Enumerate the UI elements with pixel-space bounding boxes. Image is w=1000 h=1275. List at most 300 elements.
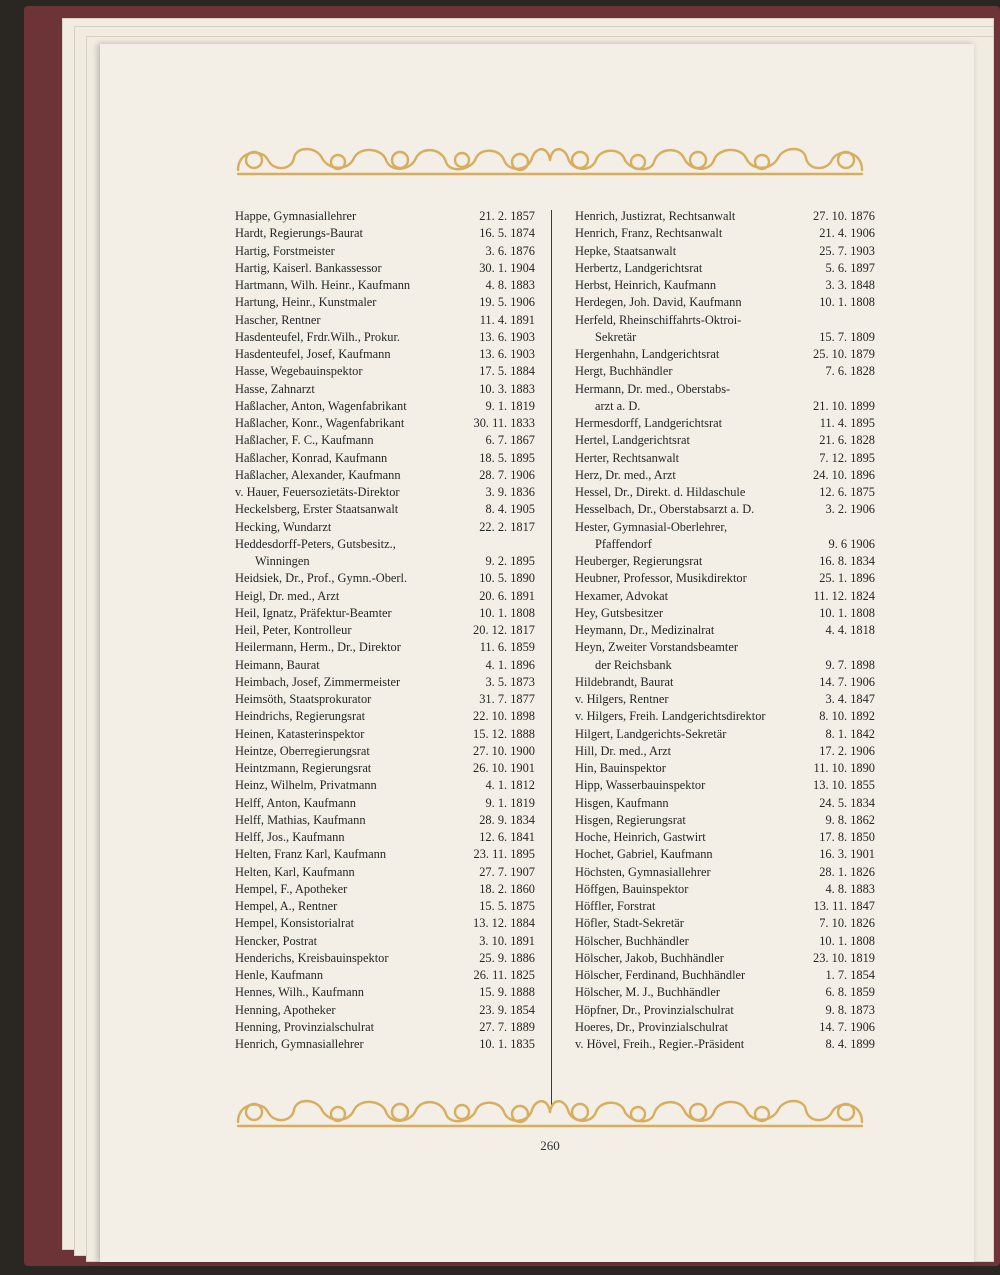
entry-name: Heymann, Dr., Medizinalrat (575, 623, 715, 637)
entry-name: Henrich, Gymnasiallehrer (235, 1037, 364, 1051)
entry-date: 28. 7. 1906 (479, 467, 535, 482)
register-entry (575, 950, 875, 967)
entry-date: 7. 10. 1826 (819, 916, 875, 931)
entry-name: Haßlacher, Anton, Wagenfabrikant (235, 398, 407, 413)
entry-name: Heintze, Oberregierungsrat (235, 743, 370, 758)
register-entry (575, 605, 875, 622)
entry-name: Heil, Peter, Kontrolleur (235, 623, 352, 637)
entry-name: Herbertz, Landgerichtsrat (575, 260, 703, 275)
entry-name: Haßlacher, Konr., Wagenfabrikant (235, 416, 405, 430)
entry-date (797, 312, 875, 329)
entry-name: Hertel, Landgerichtsrat (575, 433, 690, 448)
entry-name: Herter, Rechtsanwalt (575, 450, 680, 465)
entry-date: 28. 9. 1834 (479, 812, 535, 827)
entry-date (797, 639, 875, 656)
entry-date: 11. 6. 1859 (479, 640, 535, 655)
register-entry (235, 864, 535, 881)
entry-date: 18. 5. 1895 (479, 450, 535, 465)
entry-name: Helff, Mathias, Kaufmann (235, 812, 366, 827)
entry-date: 26. 11. 1825 (473, 968, 535, 982)
register-columns (235, 208, 875, 1108)
entry-name: Hartig, Kaiserl. Bankassessor (235, 260, 382, 275)
register-entry (575, 1019, 875, 1036)
entry-date: 6. 7. 1867 (485, 433, 535, 448)
register-entry (575, 657, 875, 674)
entry-date: 21. 10. 1899 (813, 398, 875, 413)
entry-date: 27. 10. 1900 (473, 743, 535, 758)
entry-name: Hasdenteufel, Frdr.Wilh., Prokur. (235, 329, 401, 344)
entry-date: 4. 1. 1896 (485, 657, 535, 672)
register-entry (235, 467, 535, 484)
entry-name: Sekretär (595, 329, 637, 344)
register-entry (575, 329, 875, 346)
entry-date: 13. 12. 1884 (473, 916, 535, 931)
entry-name: Hexamer, Advokat (575, 588, 669, 603)
entry-date: 16. 5. 1874 (479, 226, 535, 241)
left-column (235, 208, 535, 1053)
register-entry (235, 329, 535, 346)
entry-date: 15. 12. 1888 (473, 726, 535, 741)
entry-date: 9. 8. 1862 (825, 812, 875, 827)
register-entry (235, 312, 535, 329)
entry-name: Hepke, Staatsanwalt (575, 243, 677, 258)
register-entry (575, 381, 875, 398)
register-entry (235, 450, 535, 467)
register-entry (235, 950, 535, 967)
register-entry (235, 881, 535, 898)
entry-date: 9. 6 1906 (828, 536, 875, 551)
register-entry (575, 312, 875, 329)
entry-name: Hölscher, Ferdinand, Buchhändler (575, 968, 746, 982)
entry-date: 14. 7. 1906 (819, 1019, 875, 1034)
register-entry (575, 760, 875, 777)
entry-name: Hölscher, M. J., Buchhändler (575, 985, 721, 1000)
entry-date: 26. 10. 1901 (473, 761, 535, 775)
entry-date: 21. 2. 1857 (479, 209, 535, 223)
register-entry (575, 519, 875, 536)
entry-name: Hessel, Dr., Direkt. d. Hildaschule (575, 485, 746, 499)
entry-date: 21. 6. 1828 (819, 433, 875, 448)
entry-name: Heimsöth, Staatsprokurator (235, 692, 372, 706)
register-entry (235, 639, 535, 656)
register-entry (235, 984, 535, 1001)
entry-name: Heilermann, Herm., Dr., Direktor (235, 640, 401, 655)
register-entry (235, 691, 535, 708)
entry-date: 11. 12. 1824 (813, 588, 875, 603)
entry-name: Herfeld, Rheinschiffahrts-Oktroi- (575, 312, 742, 327)
register-entry (235, 208, 535, 225)
entry-date: 3. 10. 1891 (479, 933, 535, 948)
entry-date: 24. 5. 1834 (819, 795, 875, 810)
register-entry (575, 933, 875, 950)
register-entry (575, 570, 875, 587)
entry-name: Henrich, Justizrat, Rechtsanwalt (575, 209, 736, 223)
entry-name: Haßlacher, Konrad, Kaufmann (235, 450, 388, 465)
entry-name: Hey, Gutsbesitzer (575, 605, 663, 620)
entry-name: der Reichsbank (595, 657, 672, 672)
entry-date: 10. 5. 1890 (479, 571, 535, 586)
entry-date: 9. 8. 1873 (825, 1002, 875, 1017)
register-entry (235, 277, 535, 294)
entry-name: v. Hövel, Freih., Regier.-Präsident (575, 1037, 745, 1051)
entry-date: 13. 6. 1903 (479, 347, 535, 361)
entry-name: Hartig, Forstmeister (235, 243, 335, 258)
right-column (575, 208, 875, 1053)
entry-name: Henle, Kaufmann (235, 968, 324, 982)
register-entry (235, 812, 535, 829)
entry-name: Hasse, Zahnarzt (235, 381, 315, 396)
register-entry (235, 1036, 535, 1053)
entry-date: 9. 2. 1895 (485, 554, 535, 568)
register-entry (235, 484, 535, 501)
entry-name: Hempel, A., Rentner (235, 899, 338, 913)
register-entry (235, 415, 535, 432)
entry-name: Heil, Ignatz, Präfektur-Beamter (235, 605, 392, 620)
entry-name: Höfler, Stadt-Sekretär (575, 916, 684, 931)
entry-date: 8. 4. 1899 (825, 1037, 875, 1051)
entry-date: 9. 7. 1898 (825, 657, 875, 672)
entry-name: Hesselbach, Dr., Oberstabsarzt a. D. (575, 502, 755, 517)
entry-name: Heimann, Baurat (235, 657, 320, 672)
register-entry (575, 536, 875, 553)
entry-date: 9. 1. 1819 (485, 795, 535, 810)
register-entry (575, 243, 875, 260)
entry-name: Hasse, Wegebauinspektor (235, 364, 363, 379)
entry-date: 22. 10. 1898 (473, 709, 535, 724)
entry-date: 23. 10. 1819 (813, 950, 875, 965)
entry-date: 22. 2. 1817 (479, 519, 535, 534)
entry-name: Henderichs, Kreisbauinspektor (235, 950, 389, 965)
entry-name: Hergt, Buchhändler (575, 364, 673, 379)
entry-date: 4. 4. 1818 (825, 623, 875, 637)
entry-name: Winningen (255, 554, 310, 568)
entry-date: 25. 10. 1879 (813, 347, 875, 361)
entry-name: Hester, Gymnasial-Oberlehrer, (575, 519, 728, 534)
entry-date: 11. 4. 1891 (479, 312, 535, 327)
entry-date: 5. 6. 1897 (825, 260, 875, 275)
register-entry (235, 398, 535, 415)
entry-name: Helff, Anton, Kaufmann (235, 795, 356, 810)
register-entry (235, 898, 535, 915)
register-entry (235, 381, 535, 398)
entry-name: Hecking, Wundarzt (235, 519, 332, 534)
entry-date: 10. 1. 1808 (819, 295, 875, 310)
entry-name: Hölscher, Buchhändler (575, 933, 689, 948)
register-entry (235, 708, 535, 725)
entry-name: Hill, Dr. med., Arzt (575, 743, 672, 758)
register-entry (575, 260, 875, 277)
entry-name: Heinz, Wilhelm, Privatmann (235, 778, 377, 793)
register-entry (235, 674, 535, 691)
register-entry (235, 294, 535, 311)
entry-name: Henrich, Franz, Rechtsanwalt (575, 226, 723, 241)
register-entry (575, 588, 875, 605)
register-entry (235, 829, 535, 846)
register-entry (575, 415, 875, 432)
register-entry (575, 294, 875, 311)
entry-date: 27. 7. 1907 (479, 864, 535, 879)
register-entry (235, 243, 535, 260)
entry-date: 3. 5. 1873 (485, 674, 535, 689)
entry-name: Hennes, Wilh., Kaufmann (235, 985, 364, 1000)
entry-name: Haßlacher, F. C., Kaufmann (235, 433, 374, 448)
register-entry (575, 553, 875, 570)
entry-name: Heddesdorff-Peters, Gutsbesitz., (235, 536, 396, 551)
entry-name: Höpfner, Dr., Provinzialschulrat (575, 1002, 734, 1017)
register-entry (575, 812, 875, 829)
entry-name: Herdegen, Joh. David, Kaufmann (575, 295, 742, 310)
entry-date: 8. 1. 1842 (825, 726, 875, 741)
entry-name: Heyn, Zweiter Vorstandsbeamter (575, 640, 738, 655)
entry-date: 25. 7. 1903 (819, 243, 875, 258)
register-entry (575, 915, 875, 932)
register-entry (575, 691, 875, 708)
register-entry (575, 622, 875, 639)
entry-name: Hilgert, Landgerichts-Sekretär (575, 726, 727, 741)
entry-date: 16. 8. 1834 (819, 554, 875, 568)
register-entry (575, 450, 875, 467)
entry-date (797, 381, 875, 398)
entry-name: Höffgen, Bauinspektor (575, 881, 689, 896)
register-entry (575, 984, 875, 1001)
entry-date: 3. 2. 1906 (825, 502, 875, 517)
entry-name: Heckelsberg, Erster Staatsanwalt (235, 502, 399, 517)
entry-name: Helten, Karl, Kaufmann (235, 864, 355, 879)
entry-name: Hermann, Dr. med., Oberstabs- (575, 381, 731, 396)
register-entry (235, 1019, 535, 1036)
register-entry (575, 208, 875, 225)
register-entry (575, 743, 875, 760)
register-entry (575, 846, 875, 863)
entry-date: 30. 1. 1904 (479, 260, 535, 275)
entry-name: Heidsiek, Dr., Prof., Gymn.-Oberl. (235, 571, 408, 586)
entry-date: 1. 7. 1854 (825, 968, 875, 982)
entry-date: 3. 6. 1876 (485, 243, 535, 258)
entry-name: Hasdenteufel, Josef, Kaufmann (235, 347, 391, 361)
entry-date: 17. 5. 1884 (479, 364, 535, 379)
entry-name: Hartung, Heinr., Kunstmaler (235, 295, 377, 310)
register-entry (575, 881, 875, 898)
register-entry (575, 363, 875, 380)
register-entry (235, 605, 535, 622)
register-entry (575, 708, 875, 725)
entry-date: 17. 8. 1850 (819, 830, 875, 844)
entry-date: 18. 2. 1860 (479, 881, 535, 896)
entry-name: Hascher, Rentner (235, 312, 321, 327)
entry-date: 9. 1. 1819 (485, 398, 535, 413)
entry-date: 25. 9. 1886 (479, 950, 535, 965)
register-entry (235, 622, 535, 639)
entry-name: Hencker, Postrat (235, 933, 318, 948)
entry-name: Hochet, Gabriel, Kaufmann (575, 847, 713, 862)
entry-name: arzt a. D. (595, 398, 641, 413)
register-entry (235, 588, 535, 605)
entry-name: v. Hilgers, Rentner (575, 692, 669, 706)
register-entry (575, 1002, 875, 1019)
register-entry (235, 553, 535, 570)
register-entry (235, 225, 535, 242)
register-entry (575, 726, 875, 743)
entry-date: 20. 6. 1891 (479, 588, 535, 603)
entry-date: 17. 2. 1906 (819, 743, 875, 758)
entry-name: Höchsten, Gymnasiallehrer (575, 864, 711, 879)
entry-date: 3. 4. 1847 (825, 692, 875, 706)
entry-date: 16. 3. 1901 (819, 847, 875, 862)
entry-name: v. Hilgers, Freih. Landgerichtsdirektor (575, 709, 766, 724)
register-entry (575, 829, 875, 846)
entry-name: Hisgen, Kaufmann (575, 795, 669, 810)
entry-date: 20. 12. 1817 (473, 623, 535, 637)
entry-date: 14. 7. 1906 (819, 674, 875, 689)
entry-name: Hildebrandt, Baurat (575, 674, 674, 689)
entry-date: 23. 11. 1895 (473, 847, 535, 862)
entry-name: Hoche, Heinrich, Gastwirt (575, 830, 706, 844)
entry-date: 31. 7. 1877 (479, 692, 535, 706)
entry-date: 21. 4. 1906 (819, 226, 875, 241)
bottom-ornament (232, 1092, 868, 1130)
entry-name: Hoeres, Dr., Provinzialschulrat (575, 1019, 729, 1034)
entry-name: Hermesdorff, Landgerichtsrat (575, 416, 723, 430)
entry-date: 12. 6. 1841 (479, 830, 535, 844)
register-entry (575, 501, 875, 518)
register-entry (235, 346, 535, 363)
register-entry (575, 795, 875, 812)
register-entry (235, 795, 535, 812)
entry-date: 4. 8. 1883 (825, 881, 875, 896)
register-entry (575, 898, 875, 915)
entry-date: 8. 10. 1892 (819, 709, 875, 724)
entry-date: 27. 7. 1889 (479, 1019, 535, 1034)
register-entry (575, 398, 875, 415)
entry-name: Heubner, Professor, Musikdirektor (575, 571, 747, 586)
entry-date: 3. 3. 1848 (825, 278, 875, 292)
entry-date (797, 519, 875, 536)
register-entry (575, 674, 875, 691)
register-entry (575, 967, 875, 984)
entry-name: Hin, Bauinspektor (575, 761, 666, 775)
entry-name: Hempel, F., Apotheker (235, 881, 348, 896)
register-entry (575, 639, 875, 656)
register-entry (235, 846, 535, 863)
register-entry (235, 760, 535, 777)
entry-name: Hölscher, Jakob, Buchhändler (575, 950, 724, 965)
register-entry (575, 777, 875, 794)
register-entry (235, 726, 535, 743)
entry-date: 7. 6. 1828 (825, 364, 875, 379)
register-entry (575, 432, 875, 449)
entry-date: 7. 12. 1895 (819, 450, 875, 465)
register-entry (235, 519, 535, 536)
entry-date: 24. 10. 1896 (813, 467, 875, 482)
entry-name: Höffler, Forstrat (575, 899, 656, 913)
register-entry (575, 864, 875, 881)
entry-date: 6. 8. 1859 (825, 985, 875, 1000)
entry-name: Herbst, Heinrich, Kaufmann (575, 278, 717, 292)
entry-name: Hisgen, Regierungsrat (575, 812, 686, 827)
entry-date: 12. 6. 1875 (819, 485, 875, 499)
register-entry (235, 777, 535, 794)
register-entry (235, 1002, 535, 1019)
entry-date: 10. 1. 1835 (479, 1037, 535, 1051)
entry-date: 10. 1. 1808 (479, 605, 535, 620)
entry-name: Heuberger, Regierungsrat (575, 554, 703, 568)
entry-name: Henning, Apotheker (235, 1002, 336, 1017)
register-entry (235, 933, 535, 950)
entry-date: 13. 6. 1903 (479, 329, 535, 344)
entry-date: 3. 9. 1836 (485, 485, 535, 499)
entry-date: 13. 10. 1855 (813, 778, 875, 793)
entry-name: Happe, Gymnasiallehrer (235, 209, 357, 223)
page-number: 260 (540, 1138, 560, 1153)
entry-date: 15. 9. 1888 (479, 985, 535, 1000)
register-entry (575, 277, 875, 294)
entry-date: 13. 11. 1847 (813, 899, 875, 913)
register-entry (235, 260, 535, 277)
column-divider (551, 210, 552, 1105)
entry-date: 10. 3. 1883 (479, 381, 535, 396)
entry-name: v. Hauer, Feuersozietäts-Direktor (235, 485, 400, 499)
entry-name: Hergenhahn, Landgerichtsrat (575, 347, 720, 361)
entry-date: 4. 8. 1883 (485, 278, 535, 292)
register-entry (575, 225, 875, 242)
entry-name: Hardt, Regierungs-Baurat (235, 226, 363, 241)
entry-name: Hartmann, Wilh. Heinr., Kaufmann (235, 278, 411, 292)
entry-date (451, 536, 535, 553)
register-entry (235, 536, 535, 553)
entry-name: Henning, Provinzialschulrat (235, 1019, 375, 1034)
register-entry (235, 967, 535, 984)
register-entry (235, 570, 535, 587)
register-entry (575, 1036, 875, 1053)
register-entry (575, 467, 875, 484)
entry-date: 28. 1. 1826 (819, 864, 875, 879)
entry-date: 15. 7. 1809 (819, 329, 875, 344)
entry-date: 10. 1. 1808 (819, 933, 875, 948)
entry-name: Hempel, Konsistorialrat (235, 916, 355, 931)
entry-name: Hipp, Wasserbauinspektor (575, 778, 706, 793)
register-entry (575, 346, 875, 363)
entry-date: 11. 10. 1890 (813, 761, 875, 775)
register-entry (235, 915, 535, 932)
book-page (100, 44, 974, 1262)
register-entry (235, 432, 535, 449)
entry-date: 23. 9. 1854 (479, 1002, 535, 1017)
entry-date: 15. 5. 1875 (479, 899, 535, 913)
entry-name: Heintzmann, Regierungsrat (235, 761, 372, 775)
entry-name: Helten, Franz Karl, Kaufmann (235, 847, 387, 862)
top-ornament (232, 140, 868, 178)
register-entry (235, 363, 535, 380)
entry-name: Pfaffendorf (595, 536, 652, 551)
entry-date: 8. 4. 1905 (485, 502, 535, 517)
entry-name: Haßlacher, Alexander, Kaufmann (235, 467, 401, 482)
register-entry (235, 657, 535, 674)
entry-date: 27. 10. 1876 (813, 209, 875, 223)
register-entry (235, 743, 535, 760)
entry-name: Helff, Jos., Kaufmann (235, 830, 345, 844)
entry-date: 10. 1. 1808 (819, 605, 875, 620)
entry-name: Heindrichs, Regierungsrat (235, 709, 366, 724)
entry-date: 4. 1. 1812 (485, 778, 535, 793)
entry-name: Herz, Dr. med., Arzt (575, 467, 676, 482)
register-entry (235, 501, 535, 518)
register-entry (575, 484, 875, 501)
entry-date: 25. 1. 1896 (819, 571, 875, 586)
entry-date: 30. 11. 1833 (473, 416, 535, 430)
entry-name: Heimbach, Josef, Zimmermeister (235, 674, 401, 689)
entry-name: Heigl, Dr. med., Arzt (235, 588, 340, 603)
entry-date: 19. 5. 1906 (479, 295, 535, 310)
